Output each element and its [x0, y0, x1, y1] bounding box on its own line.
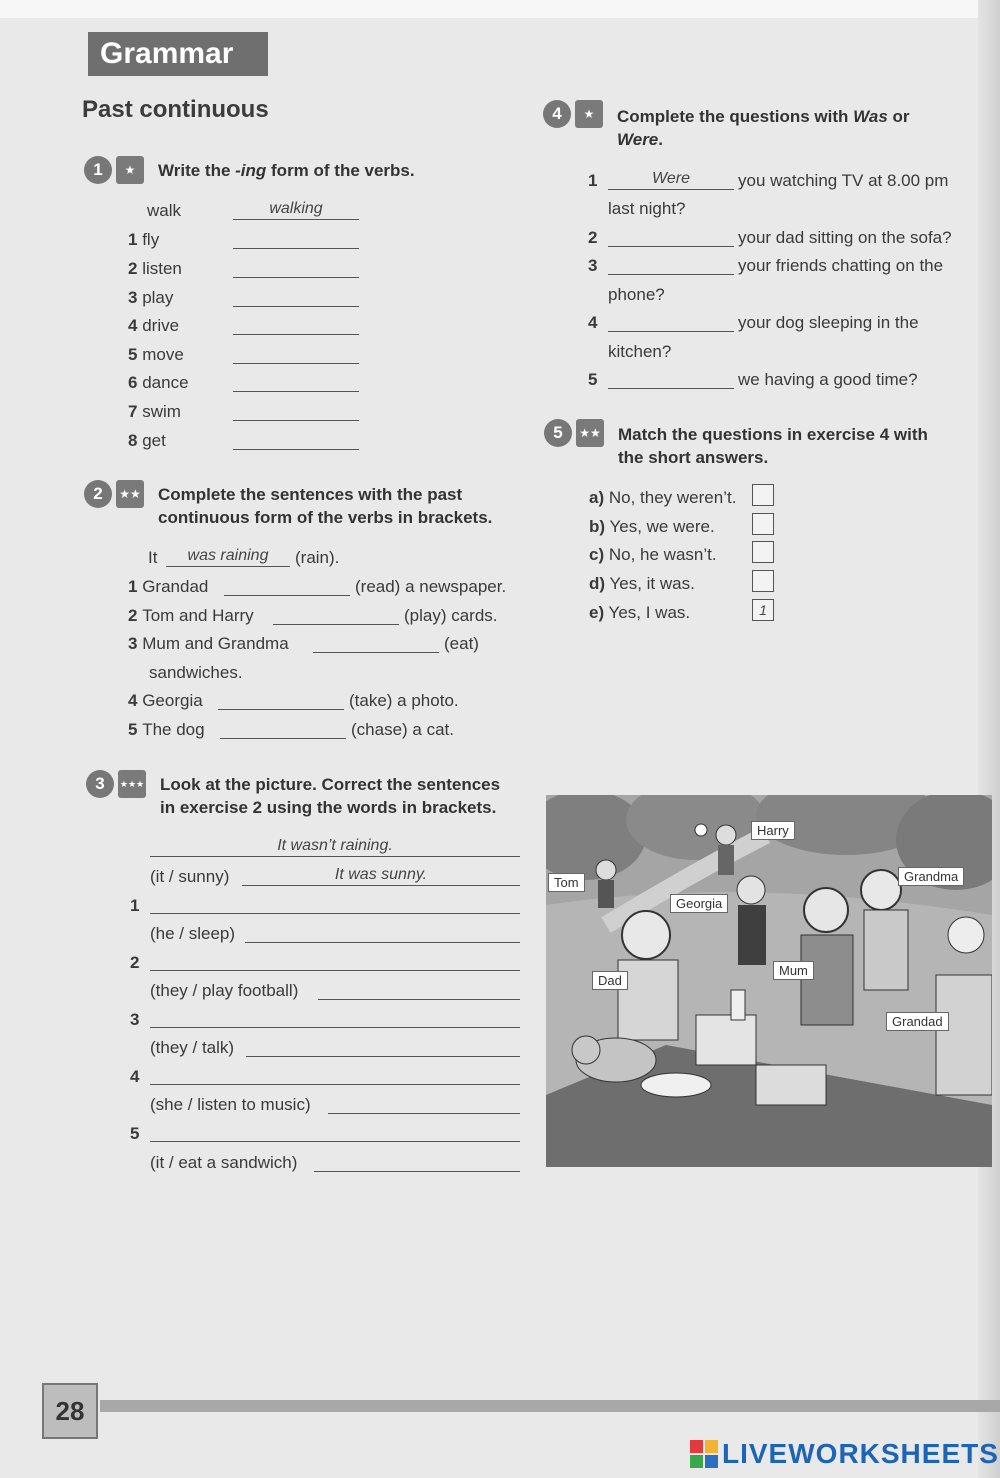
label-tom: Tom	[548, 873, 585, 892]
answer-blank[interactable]	[220, 718, 346, 739]
exercise-5-header	[544, 419, 928, 469]
match-box[interactable]	[752, 513, 774, 535]
top-edge	[0, 0, 1000, 18]
item-number: 4	[130, 1067, 140, 1086]
list-item: 5 move	[128, 345, 184, 364]
example-sentence: It	[148, 548, 158, 567]
sentence: 1 Grandad	[128, 577, 209, 596]
prompt: (it / sunny)	[150, 867, 230, 886]
example-answer: was raining	[166, 546, 290, 567]
two-stars-icon: ★★	[116, 480, 144, 508]
answer-blank[interactable]	[150, 893, 520, 914]
match-box: 1	[752, 599, 774, 621]
exercise-number: 1	[84, 156, 112, 184]
answer-blank[interactable]	[608, 254, 734, 275]
exercise-3-header	[86, 770, 500, 819]
label-mum: Mum	[773, 961, 814, 980]
label-dad: Dad	[592, 971, 628, 990]
sentence: 5 The dog	[128, 720, 205, 739]
liveworksheets-logo-icon	[690, 1440, 718, 1468]
exercise-2-header	[84, 480, 492, 529]
question-text: we having a good time?	[738, 370, 918, 389]
prompt: (they / talk)	[150, 1038, 235, 1057]
answer-blank[interactable]	[150, 1121, 520, 1142]
sentence-continuation: sandwiches.	[149, 663, 243, 682]
answer-blank[interactable]	[328, 1093, 520, 1114]
exercise-instruction: Match the questions in exercise 4 with the short answers.	[618, 425, 928, 467]
three-stars-icon: ★★★	[118, 770, 146, 798]
item-number: 5	[130, 1124, 140, 1143]
answer-blank[interactable]	[608, 311, 734, 332]
example-answer: It wasn’t raining.	[150, 836, 520, 857]
answer-blank[interactable]	[233, 400, 359, 421]
answer-blank[interactable]	[233, 429, 359, 450]
label-harry: Harry	[751, 821, 795, 840]
item-number: 1	[588, 171, 598, 190]
list-item: 8 get	[128, 431, 166, 450]
answer-blank[interactable]	[224, 575, 350, 596]
sentence: 4 Georgia	[128, 691, 203, 710]
prompt: (he / sleep)	[150, 924, 236, 943]
example-answer: walking	[233, 199, 359, 220]
item-number: 2	[130, 953, 140, 972]
list-item: 1 fly	[128, 230, 160, 249]
list-item: 7 swim	[128, 402, 181, 421]
item-number: 1	[130, 896, 140, 915]
page-title: Past continuous	[82, 96, 269, 123]
exercise-instruction: Look at the picture. Correct the sentences in exercise 2 using the words in brackets.	[160, 775, 501, 817]
example-answer: It was sunny.	[242, 865, 520, 886]
question-text: your friends chatting on the	[738, 256, 944, 275]
exercise-number: 4	[543, 100, 571, 128]
short-answer: b) Yes, we were.	[589, 517, 715, 536]
answer-blank[interactable]	[608, 368, 734, 389]
answer-blank[interactable]	[233, 314, 359, 335]
question-continuation: kitchen?	[608, 342, 672, 361]
brand-wordmark[interactable]: LIVEWORKSHEETS	[722, 1438, 999, 1469]
item-number: 3	[588, 256, 598, 275]
list-item: 3 play	[128, 288, 174, 307]
example-verb: (rain).	[295, 548, 340, 567]
answer-blank[interactable]	[246, 1036, 520, 1057]
exercise-number: 5	[544, 419, 572, 447]
list-item: 6 dance	[128, 373, 189, 392]
label-grandma: Grandma	[898, 867, 964, 886]
item-number: 2	[588, 228, 598, 247]
answer-blank[interactable]	[233, 257, 359, 278]
match-box[interactable]	[752, 484, 774, 506]
answer-blank[interactable]	[245, 922, 520, 943]
exercise-instruction: Complete the questions with Was or Were.	[617, 107, 910, 149]
answer-blank[interactable]	[150, 1007, 520, 1028]
sentence-verb: (take) a photo.	[349, 691, 459, 710]
sentence-verb: (chase) a cat.	[351, 720, 454, 739]
question-text: your dad sitting on the sofa?	[738, 228, 952, 247]
short-answer: a) No, they weren’t.	[589, 488, 737, 507]
item-number: 5	[588, 370, 598, 389]
prompt: (it / eat a sandwich)	[150, 1153, 298, 1172]
exercise-instruction: Complete the sentences with the past continuous form of the verbs in brackets.	[158, 485, 493, 527]
exercise-number: 2	[84, 480, 112, 508]
answer-blank[interactable]	[313, 632, 439, 653]
star-icon: ★	[116, 156, 144, 184]
prompt: (they / play football)	[150, 981, 299, 1000]
example-answer: Were	[608, 169, 734, 190]
footer-bar	[100, 1400, 1000, 1412]
answer-blank[interactable]	[218, 689, 344, 710]
answer-blank[interactable]	[233, 371, 359, 392]
exercise-4-header	[543, 100, 910, 151]
item-number: 3	[130, 1010, 140, 1029]
answer-blank[interactable]	[318, 979, 520, 1000]
picnic-illustration	[546, 795, 992, 1167]
sentence-verb: (play) cards.	[404, 606, 498, 625]
item-number: 4	[588, 313, 598, 332]
question-text: you watching TV at 8.00 pm	[738, 171, 949, 190]
sentence-verb: (read) a newspaper.	[355, 577, 507, 596]
answer-blank[interactable]	[314, 1151, 520, 1172]
answer-blank[interactable]	[273, 604, 399, 625]
short-answer: c) No, he wasn’t.	[589, 545, 717, 564]
list-item: 4 drive	[128, 316, 180, 335]
exercise-instruction: Write the -ing form of the verbs.	[158, 161, 415, 180]
short-answer: e) Yes, I was.	[589, 603, 691, 622]
label-georgia: Georgia	[670, 894, 728, 913]
question-continuation: phone?	[608, 285, 665, 304]
page-number: 28	[42, 1383, 98, 1439]
short-answer: d) Yes, it was.	[589, 574, 695, 593]
section-tab: Grammar	[88, 32, 268, 76]
two-stars-icon: ★★	[576, 419, 604, 447]
match-box[interactable]	[752, 541, 774, 563]
question-text: your dog sleeping in the	[738, 313, 919, 332]
list-item: 2 listen	[128, 259, 182, 278]
example-word: walk	[147, 201, 182, 220]
star-icon: ★	[575, 100, 603, 128]
prompt: (she / listen to music)	[150, 1095, 311, 1114]
exercise-1-header	[84, 156, 415, 184]
sentence: 3 Mum and Grandma	[128, 634, 289, 653]
answer-blank[interactable]	[150, 1064, 520, 1085]
sentence: 2 Tom and Harry	[128, 606, 254, 625]
match-box[interactable]	[752, 570, 774, 592]
label-grandad: Grandad	[886, 1012, 949, 1031]
exercise-number: 3	[86, 770, 114, 798]
page-edge-shadow	[978, 0, 1000, 1478]
answer-blank[interactable]	[233, 228, 359, 249]
sentence-verb: (eat)	[444, 634, 479, 653]
answer-blank[interactable]	[233, 343, 359, 364]
answer-blank[interactable]	[608, 226, 734, 247]
answer-blank[interactable]	[233, 286, 359, 307]
question-continuation: last night?	[608, 199, 686, 218]
answer-blank[interactable]	[150, 950, 520, 971]
